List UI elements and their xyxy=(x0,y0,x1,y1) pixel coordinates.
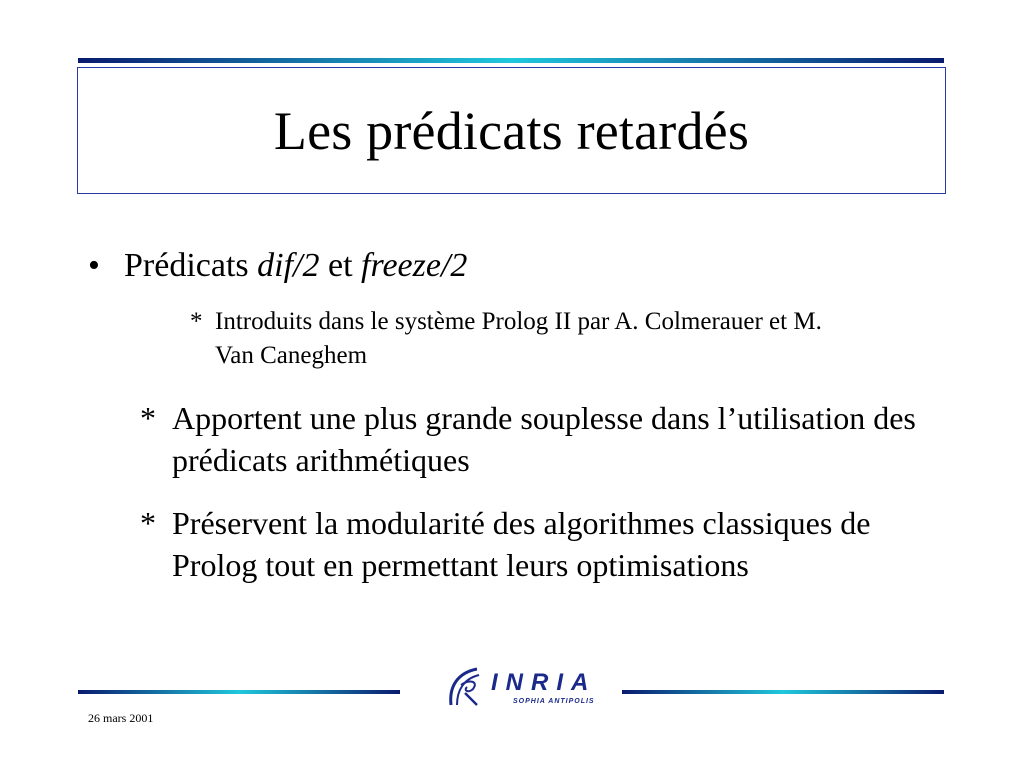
main-bullet xyxy=(88,245,467,287)
point-item xyxy=(140,502,940,586)
point-item xyxy=(140,397,940,481)
note-item xyxy=(190,305,830,373)
bullet-prefix: Prédicats xyxy=(124,247,258,284)
point-marker: * xyxy=(140,505,156,541)
bullet-term-dif: dif/2 xyxy=(257,247,320,284)
logo-subtitle: SOPHIA ANTIPOLIS xyxy=(513,698,595,705)
footer-rule-right xyxy=(622,690,944,694)
bullet-middle: et xyxy=(319,247,362,284)
footer-rule-left xyxy=(78,690,400,694)
bullet-term-freeze: freeze/2 xyxy=(361,247,468,284)
inria-emblem-icon xyxy=(443,667,487,707)
point-text: Apportent une plus grande souplesse dans l’utilisation des prédicats arithmétiques xyxy=(172,400,916,478)
inria-logo xyxy=(443,665,603,711)
header-rule xyxy=(78,58,944,63)
point-marker: * xyxy=(140,400,156,436)
title-box xyxy=(77,67,946,194)
footer-date: 26 mars 2001 xyxy=(88,711,154,725)
slide-title: Les prédicats retardés xyxy=(273,100,750,161)
point-text: Préservent la modularité des algorithmes classiques de Prolog tout en permettant leurs optimisations xyxy=(172,505,871,583)
bullet-marker: • xyxy=(88,247,100,284)
note-text: Introduits dans le système Prolog II par A. Colmerauer et M. Van Caneghem xyxy=(215,308,822,369)
logo-wordmark: INRIA xyxy=(491,669,597,696)
note-marker: * xyxy=(190,308,203,335)
